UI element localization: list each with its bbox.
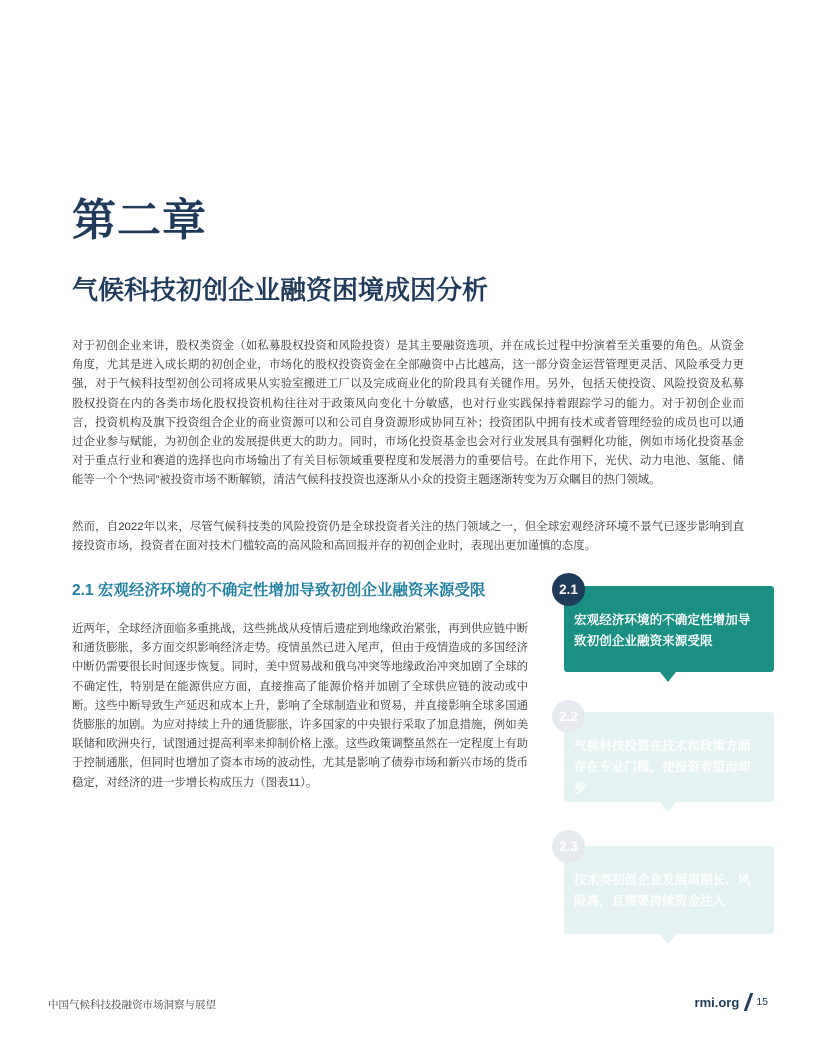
section-number-badge: 2.2 <box>552 700 585 733</box>
card-pointer <box>660 802 676 812</box>
section-heading: 2.1 宏观经济环境的不确定性增加导致初创企业融资来源受限 <box>72 582 486 599</box>
section-number-badge: 2.1 <box>552 573 585 606</box>
chapter-label: 第二章 <box>72 196 207 245</box>
body-paragraph-2: 然而，自2022年以来，尽管气候科技类的风险投资仍是全球投资者关注的热门领域之一，但全球宏观经济环境不景气已逐步影响到直接投资市场，投资者在面对技术门槛较高的高风险和高回报并存的初创企业时，表现出更加谨慎的态度。 <box>72 521 744 553</box>
footer-right <box>695 993 768 1011</box>
slash-divider-icon <box>744 993 754 1011</box>
section-card-text: 技术类初创企业发展周期长、风险高，且需要持续资金注入 <box>574 873 751 908</box>
card-pointer <box>660 672 676 682</box>
section-card-2-3[interactable] <box>564 846 774 934</box>
page-number: 15 <box>756 996 768 1008</box>
section-card-text: 气候科技投资在技术和政策方面存在专业门槛，使投资者望而却步 <box>574 739 751 795</box>
section-card-2-1[interactable] <box>564 586 774 672</box>
footer-report-title: 中国气候科技投融资市场洞察与展望 <box>48 999 216 1011</box>
section-card-2-2[interactable] <box>564 712 774 802</box>
chapter-title: 气候科技初创企业融资困境成因分析 <box>72 275 489 305</box>
footer-site-link[interactable]: rmi.org <box>694 994 740 1010</box>
body-paragraph-1: 对于初创企业来讲，股权类资金（如私募股权投资和风险投资）是其主要融资选项，并在成长过程中扮演着至关重要的角色。从资金角度，尤其是进入成长期的初创企业，市场化的股权投资资金在全部融资中占比越高，这一部分资金运营管理更灵活、风险承受力更强，对于气候科技型初创公司将成果从实验室搬进工厂以及完成商业化的阶段具有关键作用。另外，包括天使投资、风险投资及私募股权投资在内的各类市场化股权投资机构往往对于政策风向变化十分敏感，也对行业实践保持着跟踪学习的能力。对于初创企业而言，投资机构及旗下投资组合企业的商业资源可以和公司自身资源形成协同互补；投资团队中拥有技术或者管理经验的成员也可以通过企业参与赋能，为初创企业的发展提供更大的助力。同时，市场化投资基金也会对行业发展具有强孵化功能，例如市场化投资基金对于重点行业和赛道的选择也向市场输出了有关目标领域重要程度和发展潜力的重要信号。在此作用下，光伏、动力电池、氢能、储能等一个个“热词”被投资市场不断解锁，清洁气候科技投资也逐渐从小众的投资主题逐渐转变为万众瞩目的热门领域。 <box>72 340 744 487</box>
section-card-text: 宏观经济环境的不确定性增加导致初创企业融资来源受限 <box>574 613 751 648</box>
section-number-badge: 2.3 <box>552 830 585 863</box>
section-paragraph: 近两年，全球经济面临多重挑战，这些挑战从疫情后遗症到地缘政治紧张，再到供应链中断和通货膨胀，多方面交织影响经济走势。疫情虽然已进入尾声，但由于疫情造成的多国经济中断仍需要很长时间逐步恢复。同时，美中贸易战和俄乌冲突等地缘政治冲突加剧了全球的不确定性，特别是在能源供应方面，直接推高了能源价格并加剧了全球供应链的波动或中断。这些中断导致生产延迟和成本上升，影响了全球制造业和贸易，并直接影响全球多国通货膨胀的加剧。为应对持续上升的通货膨胀，许多国家的中央银行采取了加息措施，例如美联储和欧洲央行，试图通过提高利率来抑制价格上涨。这些政策调整虽然在一定程度上有助于控制通胀，但同时也增加了资本市场的波动性，尤其是影响了债券市场和新兴市场的货币稳定，对经济的进一步增长构成压力（图表11）。 <box>72 623 528 789</box>
card-pointer <box>660 934 676 944</box>
